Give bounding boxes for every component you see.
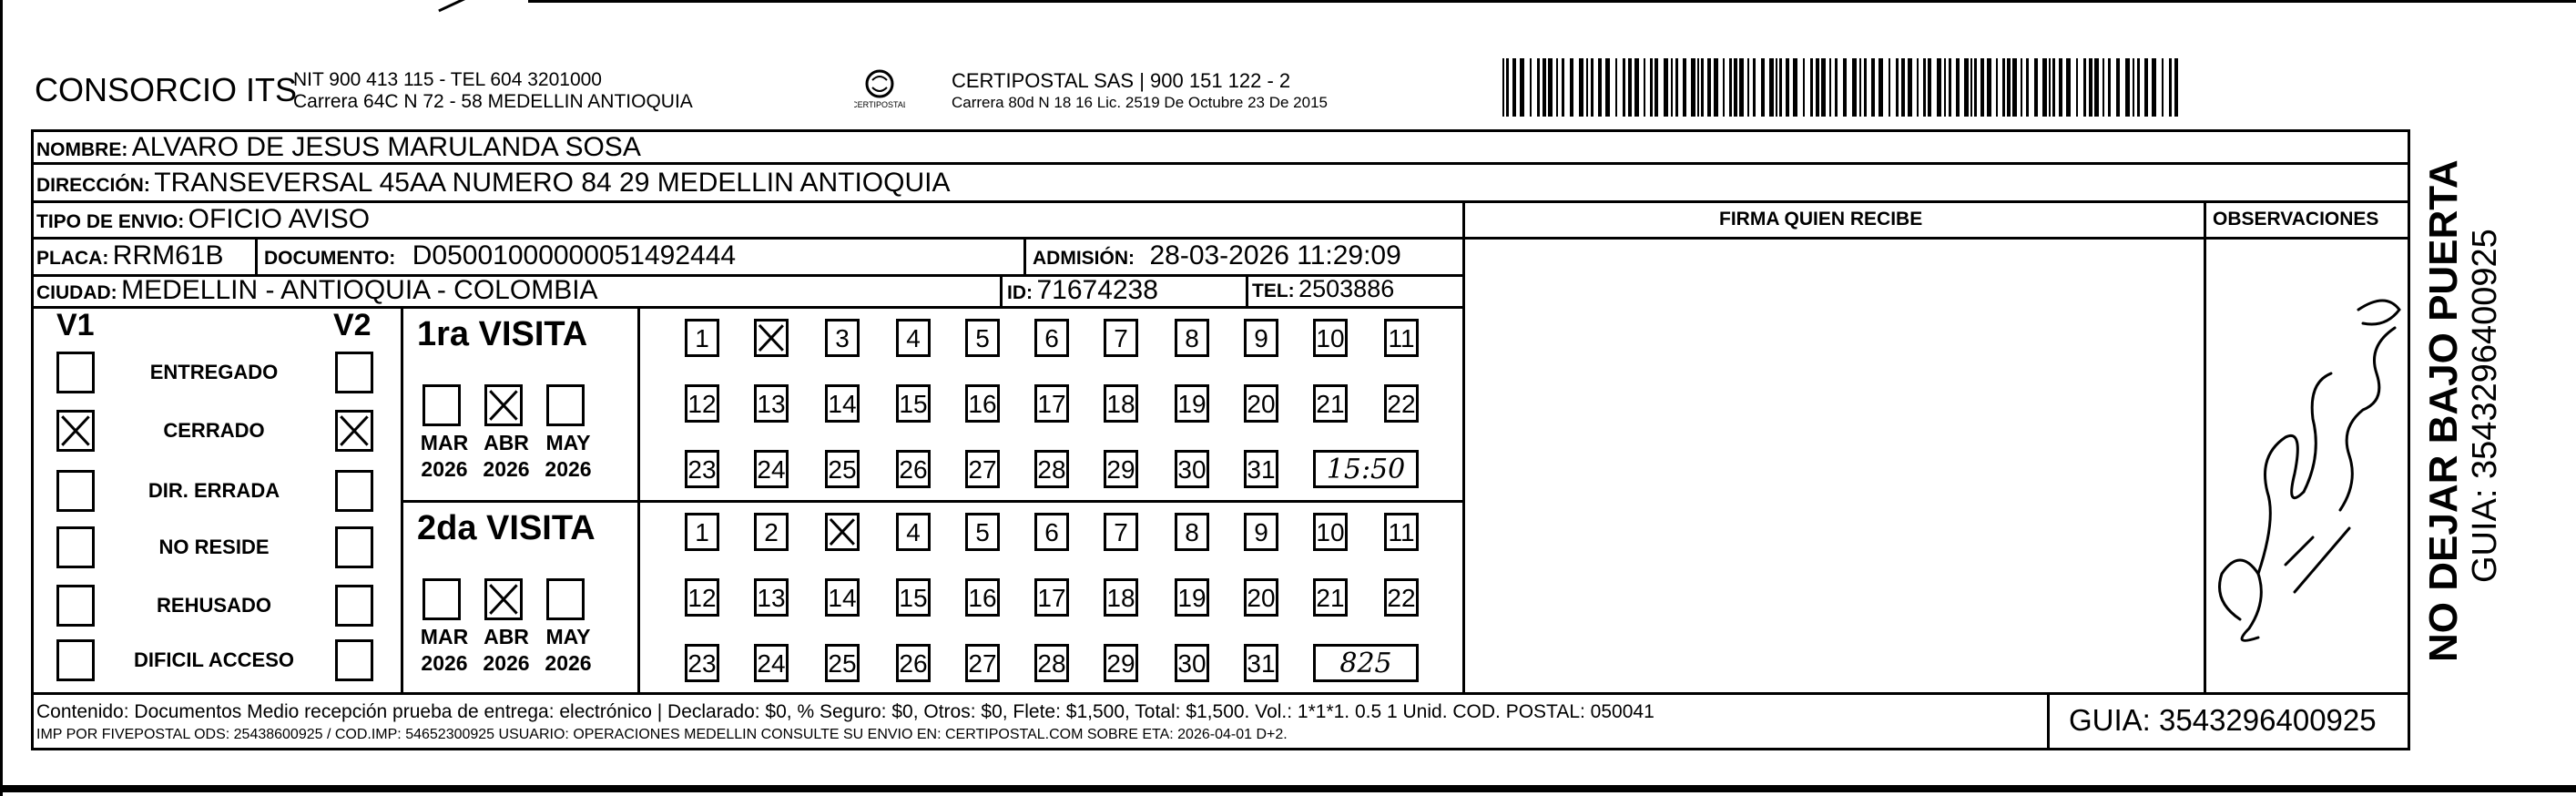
month-name: ABR [484,625,529,648]
rule [255,237,258,274]
barcode-bar [2162,58,2164,117]
barcode-bar [1570,58,1573,117]
day-box-25[interactable]: 25 [825,450,860,488]
direccion-label: DIRECCIÓN: [36,175,150,196]
barcode-bar [1949,58,1951,117]
month-year: 2026 [545,457,592,481]
guia-footer: GUIA: 3543296400925 [2069,703,2377,737]
day-box-12[interactable]: 12 [685,578,719,617]
admision-field [1033,240,1401,271]
barcode-bar [1753,58,1756,117]
barcode-bar [2026,58,2029,117]
barcode-bar [2089,58,2092,117]
barcode-bar [1944,58,1946,117]
month-label [417,430,472,483]
barcode-bar [1675,58,1678,117]
barcode-bar [2169,58,2172,117]
barcode-bar [1923,58,1926,117]
visit-title: 2da VISITA [417,509,596,547]
barcode-bar [1623,58,1625,117]
day-box-11[interactable]: 11 [1384,319,1419,357]
day-box-29[interactable]: 29 [1104,644,1138,682]
status-label: ENTREGADO [149,361,279,383]
status-label: REHUSADO [157,594,271,617]
barcode-bar [1739,58,1744,117]
barcode-bar [2103,58,2104,117]
v2-checkbox-dificil-acceso[interactable] [335,639,373,681]
day-box-19[interactable]: 19 [1175,578,1209,617]
day-box-13[interactable]: 13 [754,578,789,617]
barcode-bar [1829,58,1831,117]
barcode-bar [1816,58,1819,117]
barcode-bar [1598,58,1602,117]
v2-header: V2 [333,308,372,342]
month-name: MAR [420,431,469,454]
v2-checkbox-cerrado[interactable] [335,410,373,452]
day-box-27[interactable]: 27 [965,450,1000,488]
v1-checkbox-no-reside[interactable] [56,526,95,568]
barcode-bar [1879,58,1883,117]
barcode-bar [1548,58,1553,117]
rule [401,500,1464,503]
tel-field [1252,275,1394,303]
day-box-15[interactable]: 15 [896,384,931,423]
company-line-2: Carrera 64C N 72 - 58 MEDELLIN ANTIOQUIA [293,91,693,112]
barcode-bar [2002,58,2005,117]
day-box-6[interactable]: 6 [1034,319,1069,357]
v1-checkbox-entregado[interactable] [56,352,95,393]
day-box-20[interactable]: 20 [1244,384,1278,423]
day-box-21[interactable]: 21 [1313,578,1348,617]
barcode-bar [1761,58,1765,117]
documento-value: D05001000000051492444 [412,240,737,270]
barcode-bar [1591,58,1593,117]
day-box-12[interactable]: 12 [685,384,719,423]
rule [637,306,640,692]
day-box-22[interactable]: 22 [1384,384,1419,423]
id-value: 71674238 [1036,275,1158,305]
month-label [541,430,596,483]
barcode-bar [1987,58,1991,117]
barcode-bar [1928,58,1931,117]
barcode-bar [1691,58,1695,117]
day-box-5[interactable]: 5 [965,513,1000,551]
barcode-bar [2108,58,2111,117]
form-frame [31,129,2410,750]
v2-checkbox-dir-errada[interactable] [335,470,373,512]
rule [31,692,2410,695]
barcode-bar [1634,58,1639,117]
day-box-19[interactable]: 19 [1175,384,1209,423]
status-label: CERRADO [163,419,265,442]
barcode-bar [1520,58,1524,117]
admision-label: ADMISIÓN: [1033,248,1135,269]
barcode-bar [1908,58,1912,117]
barcode-bar [2042,58,2047,117]
barcode-bar [1502,58,1504,117]
barcode-bar [2174,58,2178,117]
v1-checkbox-cerrado[interactable] [56,410,95,452]
barcode [1502,58,2178,117]
day-box-28[interactable]: 28 [1034,450,1069,488]
certipostal-line-2: Carrera 80d N 18 16 Lic. 2519 De Octubre 23 De 2015 [952,94,1328,111]
barcode-bar [1980,58,1984,117]
barcode-bar [2116,58,2120,117]
month-year: 2026 [421,457,468,481]
barcode-bar [2049,58,2051,117]
month-checkbox-may[interactable] [546,578,585,620]
ciudad-value: MEDELLIN - ANTIOQUIA - COLOMBIA [121,275,598,305]
rule [2047,692,2050,750]
day-box-14[interactable]: 14 [825,384,860,423]
rule [1000,274,1003,306]
day-box-14[interactable]: 14 [825,578,860,617]
no-dejar-warning: NO DEJAR BAJO PUERTA [2421,159,2466,662]
day-box-18[interactable]: 18 [1104,384,1138,423]
status-label: NO RESIDE [158,536,270,558]
barcode-bar [1586,58,1588,117]
day-box-17[interactable]: 17 [1034,578,1069,617]
day-box-22[interactable]: 22 [1384,578,1419,617]
barcode-bar [1579,58,1583,117]
day-box-11[interactable]: 11 [1384,513,1419,551]
barcode-bar [1835,58,1838,117]
barcode-bar [2083,58,2086,117]
ciudad-field [36,275,598,306]
day-box-26[interactable]: 26 [896,644,931,682]
barcode-bar [2007,58,2011,117]
barcode-bar [2144,58,2148,117]
barcode-bar [2052,58,2055,117]
barcode-bar [2076,58,2078,117]
bottom-rule [0,785,2576,792]
month-name: MAY [545,431,591,454]
company-line-1: NIT 900 413 115 - TEL 604 3201000 [293,69,602,90]
barcode-bar [2021,58,2022,117]
day-box-24[interactable]: 24 [754,644,789,682]
barcode-bar [1871,58,1875,117]
day-box-2[interactable]: 2 [754,513,789,551]
pen-mark [438,0,473,12]
barcode-bar [2133,58,2134,117]
barcode-bar [1556,58,1558,117]
day-box-1[interactable]: 1 [685,513,719,551]
day-box-23[interactable]: 23 [685,644,719,682]
day-box-29[interactable]: 29 [1104,450,1138,488]
day-box-31[interactable]: 31 [1244,450,1278,488]
barcode-bar [1859,58,1861,117]
v2-checkbox-rehusado[interactable] [335,585,373,627]
barcode-bar [1615,58,1617,117]
month-checkbox-may[interactable] [546,384,585,426]
day-box-26[interactable]: 26 [896,450,931,488]
recipient-signature [2204,273,2413,656]
rule [31,306,1465,309]
day-box-15[interactable]: 15 [896,578,931,617]
month-checkbox-abr[interactable] [484,578,523,620]
day-box-27[interactable]: 27 [965,644,1000,682]
barcode-bar [1655,58,1658,117]
rule [31,200,2410,203]
tel-label: TEL: [1252,281,1295,301]
barcode-bar [1956,58,1960,117]
visit-time[interactable]: 15:50 [1313,450,1419,488]
barcode-bar [1786,58,1789,117]
day-box-16[interactable]: 16 [965,384,1000,423]
month-name: ABR [484,431,529,454]
barcode-bar [1697,58,1699,117]
month-checkbox-mar[interactable] [423,578,461,620]
ciudad-label: CIUDAD: [36,282,117,303]
month-year: 2026 [421,651,468,675]
day-box-7[interactable]: 7 [1104,513,1138,551]
month-checkbox-mar[interactable] [423,384,461,426]
day-box-31[interactable]: 31 [1244,644,1278,682]
rule [1246,274,1248,306]
barcode-bar [1843,58,1847,117]
day-box-25[interactable]: 25 [825,644,860,682]
left-rule [0,0,3,796]
rule [31,237,2410,240]
day-box-24[interactable]: 24 [754,450,789,488]
barcode-bar [2125,58,2130,117]
certipostal-logo [854,66,905,113]
barcode-bar [1964,58,1969,117]
month-year: 2026 [545,651,592,675]
nombre-label: NOMBRE: [36,139,128,160]
status-label: DIR. ERRADA [148,479,280,502]
day-box-8[interactable]: 8 [1175,319,1209,357]
barcode-bar [1937,58,1941,117]
id-label: ID: [1007,282,1033,303]
side-guia: GUIA: 3543296400925 [2466,229,2504,583]
barcode-bar [1723,58,1725,117]
barcode-bar [2034,58,2038,117]
day-box-10[interactable]: 10 [1313,319,1348,357]
tipo-field [36,204,370,235]
barcode-bar [1821,58,1826,117]
rule [1462,200,1465,692]
direccion-value: TRANSEVERSAL 45AA NUMERO 84 29 MEDELLIN ANTIOQUIA [154,168,951,198]
day-box-4[interactable]: 4 [896,513,931,551]
barcode-bar [1734,58,1737,117]
barcode-bar [1810,58,1813,117]
day-box-30[interactable]: 30 [1175,644,1209,682]
imp-text: IMP POR FIVEPOSTAL ODS: 25438600925 / COD.IMP: 54652300925 USUARIO: OPERACIONES MEDELLIN CONSULTE SU ENVIO EN: CERTIPOSTAL.COM SOBRE ETA: 2026-04-01 D+2. [36,727,1288,742]
barcode-bar [2152,58,2156,117]
v1-header: V1 [56,308,95,342]
placa-label: PLACA: [36,248,109,269]
day-box-30[interactable]: 30 [1175,450,1209,488]
barcode-bar [1747,58,1749,117]
barcode-bar [2066,58,2071,117]
barcode-bar [1779,58,1782,117]
barcode-bar [1530,58,1532,117]
barcode-bar [1644,58,1645,117]
day-box-20[interactable]: 20 [1244,578,1278,617]
svg-text:CERTIPOSTAL: CERTIPOSTAL [854,100,905,109]
placa-field [36,240,223,271]
tipo-value: OFICIO AVISO [188,204,371,234]
visit-title: 1ra VISITA [417,315,588,353]
observaciones-label: OBSERVACIONES [2213,209,2379,230]
day-box-4[interactable]: 4 [896,319,931,357]
v1-checkbox-dificil-acceso[interactable] [56,639,95,681]
nombre-field [36,132,641,163]
day-box-18[interactable]: 18 [1104,578,1138,617]
day-box-6[interactable]: 6 [1034,513,1069,551]
direccion-field [36,168,950,199]
barcode-bar [1605,58,1610,117]
day-box-3[interactable] [825,513,860,551]
barcode-bar [1707,58,1711,117]
month-label [479,624,534,677]
barcode-bar [1714,58,1718,117]
barcode-bar [1864,58,1867,117]
barcode-bar [1543,58,1546,117]
documento-label: DOCUMENTO: [264,248,396,269]
rule [1023,237,1026,274]
barcode-bar [2094,58,2099,117]
day-box-7[interactable]: 7 [1104,319,1138,357]
barcode-bar [2012,58,2017,117]
barcode-bar [1852,58,1857,117]
tel-value: 2503886 [1298,275,1395,302]
month-label [417,624,472,677]
v2-checkbox-no-reside[interactable] [335,526,373,568]
documento-field [264,240,736,271]
barcode-bar [1996,58,1998,117]
v2-checkbox-entregado[interactable] [335,352,373,393]
v1-checkbox-rehusado[interactable] [56,585,95,627]
month-checkbox-abr[interactable] [484,384,523,426]
barcode-bar [1803,58,1805,117]
status-label: DIFICIL ACCESO [133,648,294,671]
month-year: 2026 [483,457,530,481]
day-box-8[interactable]: 8 [1175,513,1209,551]
barcode-bar [1896,58,1899,117]
visit-time[interactable]: 825 [1313,644,1419,682]
day-box-16[interactable]: 16 [965,578,1000,617]
top-rule [528,0,2576,3]
placa-value: RRM61B [112,240,224,270]
day-box-3[interactable]: 3 [825,319,860,357]
barcode-bar [1776,58,1777,117]
day-box-13[interactable]: 13 [754,384,789,423]
barcode-bar [1664,58,1668,117]
day-box-28[interactable]: 28 [1034,644,1069,682]
month-year: 2026 [483,651,530,675]
day-box-17[interactable]: 17 [1034,384,1069,423]
barcode-bar [1917,58,1919,117]
day-box-10[interactable]: 10 [1313,513,1348,551]
month-name: MAR [420,625,469,648]
day-box-9[interactable]: 9 [1244,319,1278,357]
certipostal-line-1: CERTIPOSTAL SAS | 900 151 122 - 2 [952,69,1291,92]
barcode-bar [1701,58,1704,117]
barcode-bar [1506,58,1509,117]
month-label [541,624,596,677]
nombre-value: ALVARO DE JESUS MARULANDA SOSA [131,132,641,162]
barcode-bar [1650,58,1653,117]
day-box-2[interactable] [754,319,789,357]
barcode-bar [1512,58,1516,117]
barcode-bar [1562,58,1564,117]
id-field [1007,275,1158,306]
barcode-bar [1793,58,1797,117]
barcode-bar [1901,58,1905,117]
barcode-bar [1537,58,1540,117]
barcode-bar [1671,58,1673,117]
barcode-bar [1970,58,1972,117]
firma-label: FIRMA QUIEN RECIBE [1719,209,1923,230]
day-box-1[interactable]: 1 [685,319,719,357]
day-box-21[interactable]: 21 [1313,384,1348,423]
barcode-bar [1769,58,1774,117]
company-name: CONSORCIO ITS [35,71,298,108]
day-box-5[interactable]: 5 [965,319,1000,357]
admision-value: 28-03-2026 11:29:09 [1149,240,1401,270]
tipo-label: TIPO DE ENVIO: [36,211,185,232]
barcode-bar [2059,58,2062,117]
barcode-bar [1628,58,1632,117]
contenido-text: Contenido: Documentos Medio recepción prueba de entrega: electrónico | Declarado: $0, % Seguro: $0, Otros: $0, Flete: $1,500, Total: $1,500. Vol.: 1*1*1. 0.5 1 Unid. COD. POSTAL: 050041 [36,701,1655,722]
day-box-23[interactable]: 23 [685,450,719,488]
barcode-bar [2137,58,2140,117]
barcode-bar [1729,58,1732,117]
barcode-bar [1683,58,1686,117]
rule [401,306,403,692]
v1-checkbox-dir-errada[interactable] [56,470,95,512]
barcode-bar [1889,58,1890,117]
barcode-bar [1974,58,1977,117]
month-label [479,430,534,483]
month-name: MAY [545,625,591,648]
day-box-9[interactable]: 9 [1244,513,1278,551]
